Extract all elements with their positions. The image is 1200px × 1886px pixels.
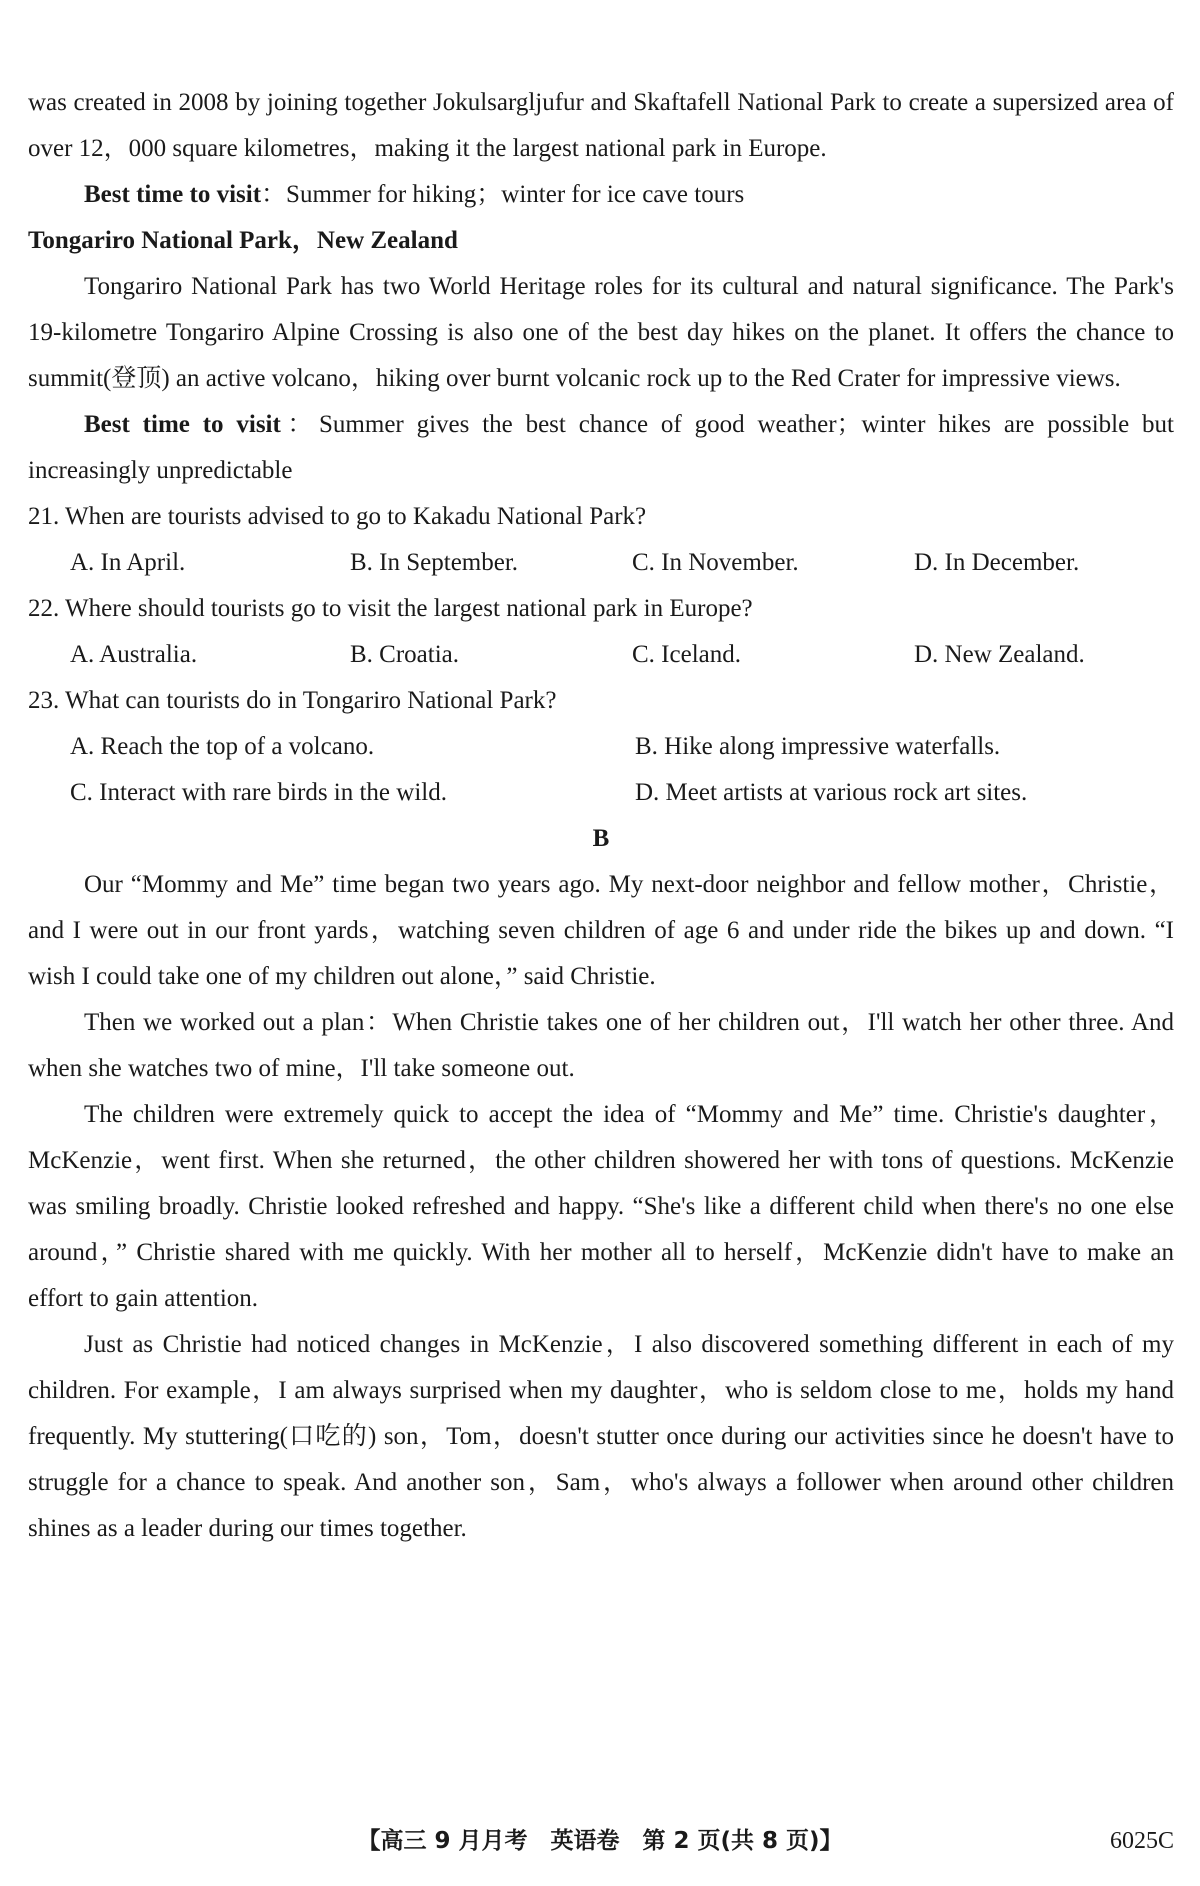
- option-d: D. Meet artists at various rock art sites.: [635, 779, 1028, 806]
- passage-b-paragraph: Just as Christie had noticed changes in McKenzie，I also discovered something different in each of my children. For example，I am always surprised when my daughter，who is seldom close to me，holds my hand frequently. My stuttering(口吃的) son，Tom，doesn't stutter once during our activities since he doesn't have to struggle for a chance to speak. And another son，Sam，who's always a follower when around other children shines as a leader during our times together.: [28, 1331, 1174, 1542]
- passage-b-paragraph: The children were extremely quick to accept the idea of “Mommy and Me” time. Christie's daughter，McKenzie，went first. When she returned，the other children showered her with tons of questions. McKenzie was smiling broadly. Christie looked refreshed and happy. “She's like a different child when there's no one else around，” Christie shared with me quickly. With her mother all to herself，McKenzie didn't have to make an effort to gain attention.: [28, 1101, 1174, 1312]
- park-description-tongariro: Tongariro National Park has two World Heritage roles for its cultural and natural significance. The Park's 19-kilometre Tongariro Alpine Crossing is also one of the best day hikes on the planet. It offers the chance to summit(登顶) an active volcano，hiking over burnt volcanic rock up to the Red Crater for impressive views.: [28, 273, 1174, 392]
- best-time-label: Best time to visit: [84, 411, 281, 438]
- best-time-line-tongariro: [28, 402, 1174, 494]
- question-21-stem: 21. When are tourists advised to go to Kakadu National Park?: [28, 503, 647, 530]
- question-23-stem: 23. What can tourists do in Tongariro National Park?: [28, 687, 557, 714]
- best-time-line-vatnajokull: [28, 172, 1174, 218]
- passage-b-paragraph: Then we worked out a plan：When Christie takes one of her children out，I'll watch her other three. And when she watches two of mine，I'll take someone out.: [28, 1009, 1174, 1082]
- option-d: D. New Zealand.: [914, 641, 1085, 668]
- passage-a-intro-continuation: was created in 2008 by joining together Jokulsargljufur and Skaftafell National Park to create a supersized area of over 12，000 square kilometres，making it the largest national park in Europe.: [28, 89, 1174, 162]
- option-c: C. Interact with rare birds in the wild.: [70, 779, 447, 806]
- option-b: B. In September.: [350, 549, 519, 576]
- park-heading-tongariro: Tongariro National Park，New Zealand: [28, 227, 458, 254]
- question-23-options: [28, 724, 1174, 816]
- best-time-text: ：Summer for hiking；winter for ice cave tours: [261, 181, 745, 208]
- option-a: A. Australia.: [70, 641, 198, 668]
- best-time-text: ：Summer gives the best chance of good weather；winter hikes are possible but increasingly unpredictable: [28, 411, 1174, 484]
- page-footer: [0, 1818, 1200, 1864]
- question-22-options: [28, 632, 1174, 678]
- option-c: C. Iceland.: [632, 641, 741, 668]
- option-a: A. In April.: [70, 549, 186, 576]
- best-time-label: Best time to visit: [84, 181, 262, 208]
- exam-page: [28, 80, 1174, 1552]
- question-22-stem: 22. Where should tourists go to visit the largest national park in Europe?: [28, 595, 753, 622]
- option-b: B. Croatia.: [350, 641, 460, 668]
- option-c: C. In November.: [632, 549, 799, 576]
- option-b: B. Hike along impressive waterfalls.: [635, 733, 1001, 760]
- option-d: D. In December.: [914, 549, 1080, 576]
- option-a: A. Reach the top of a volcano.: [70, 733, 375, 760]
- footer-page-info: 【高三 9 月月考 英语卷 第 2 页(共 8 页)】: [357, 1828, 843, 1854]
- passage-b-paragraph: Our “Mommy and Me” time began two years ago. My next-door neighbor and fellow mother，Christie，and I were out in our front yards，watching seven children of age 6 and under ride the bikes up and down. “I wish I could take one of my children out alone，” said Christie.: [28, 871, 1174, 990]
- passage-b-title: B: [592, 825, 610, 852]
- question-21-options: [28, 540, 1174, 586]
- footer-exam-code: 6025C: [1109, 1828, 1174, 1854]
